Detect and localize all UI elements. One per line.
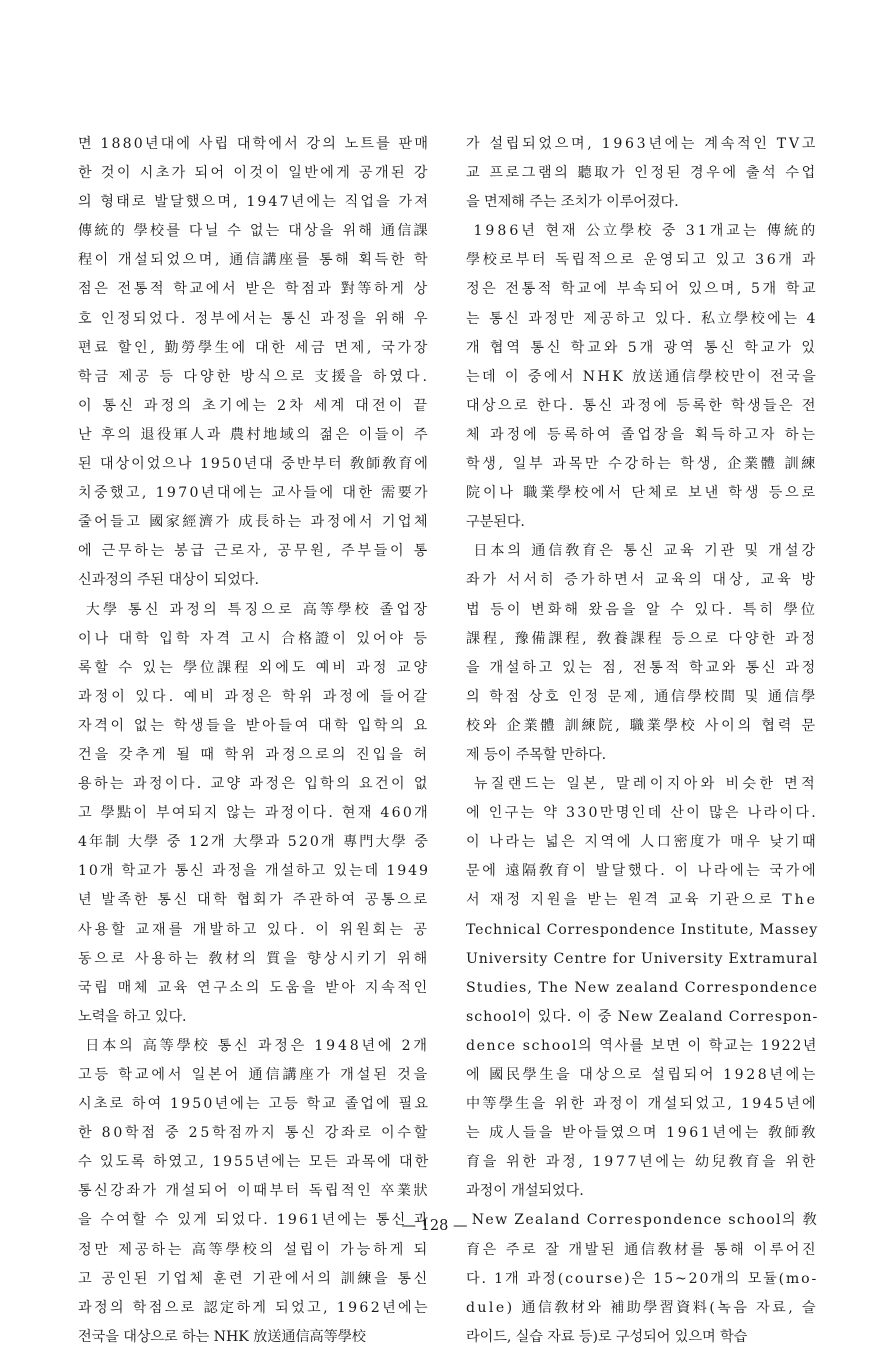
text-line: 育은 주로 잘 개발된 通信敎材를 통해 이루어진: [466, 1241, 818, 1258]
text-line: 는 통신 과정만 제공하고 있다. 私立學校에는 4: [466, 310, 818, 327]
text-line: 程이 개설되었으며, 通信講座를 통해 획득한 학: [78, 252, 430, 269]
text-line: 체 과정에 등록하여 졸업장을 획득하고자 하는: [466, 426, 818, 443]
text-line: 에 근무하는 봉급 근로자, 공무원, 주부들이 통: [78, 543, 430, 560]
text-line: 課程, 豫備課程, 敎養課程 등으로 다양한 과정: [466, 630, 818, 647]
text-line: 學校로부터 독립적으로 운영되고 있고 36개 과: [466, 252, 818, 269]
text-line: 편료 할인, 勤勞學生에 대한 세금 면제, 국가장: [78, 339, 430, 356]
text-line: 대상으로 한다. 통신 과정에 등록한 학생들은 전: [466, 397, 818, 414]
text-line: New Zealand Correspondence school의 敎: [466, 1212, 818, 1229]
text-line: 면 1880년대에 사립 대학에서 강의 노트를 판매: [78, 136, 430, 152]
text-line: 과정의 학점으로 認定하게 되었고, 1962년에는: [78, 1299, 430, 1316]
text-line: 과정이 있다. 예비 과정은 학위 과정에 들어갈: [78, 688, 430, 705]
text-line: 는데 이 중에서 NHK 放送通信學校만이 전국을: [466, 368, 818, 385]
text-line: 中等學生을 위한 과정이 개설되었고, 1945년에: [466, 1096, 818, 1113]
text-line: 줄어들고 國家經濟가 成長하는 과정에서 기업체: [78, 514, 430, 531]
text-line: 을 수여할 수 있게 되었다. 1961년에는 통신 과: [78, 1212, 430, 1229]
text-line: 문에 遠隔敎育이 발달했다. 이 나라에는 국가에: [466, 863, 818, 880]
text-line: 학금 제공 등 다양한 방식으로 支援을 하였다.: [78, 368, 430, 385]
text-line: 가 설립되었으며, 1963년에는 계속적인 TV고: [466, 136, 818, 152]
text-line: school이 있다. 이 중 New Zealand Correspon-: [466, 1008, 818, 1025]
text-line: 용하는 과정이다. 교양 과정은 입학의 요건이 없: [78, 776, 430, 793]
text-line: 日本의 通信敎育은 통신 교육 기관 및 개설강: [466, 543, 818, 560]
text-line: 의 학점 상호 인정 문제, 通信學校間 및 通信學: [466, 688, 818, 705]
text-line: 고 學點이 부여되지 않는 과정이다. 현재 460개: [78, 805, 430, 822]
text-line: 신과정의 주된 대상이 되었다.: [78, 572, 259, 589]
right-column: [466, 130, 818, 1352]
text-line: 노력을 하고 있다.: [78, 1008, 187, 1025]
text-line: 1986년 현재 公立學校 중 31개교는 傳統的: [466, 223, 818, 240]
text-line: 구분된다.: [466, 514, 525, 531]
text-line: 사용할 교재를 개발하고 있다. 이 위원회는 공: [78, 921, 430, 938]
text-line: 정은 전통적 학교에 부속되어 있으며, 5개 학교: [466, 281, 818, 298]
text-line: University Centre for University Extramural: [466, 950, 818, 967]
text-line: 된 대상이었으나 1950년대 중반부터 敎師敎育에: [78, 456, 430, 473]
text-line: 이 나라는 넓은 지역에 人口密度가 매우 낮기때: [466, 834, 818, 851]
text-line: dence school의 역사를 보면 이 학교는 1922년: [466, 1037, 818, 1054]
text-line: 시초로 하여 1950년에는 고등 학교 졸업에 필요: [78, 1096, 430, 1113]
text-line: 좌가 서서히 증가하면서 교육의 대상, 교육 방: [466, 572, 818, 589]
text-line: 校와 企業體 訓練院, 職業學校 사이의 협력 문: [466, 717, 818, 734]
text-line: 과정이 개설되었다.: [466, 1183, 584, 1200]
text-line: 수 있도록 하였고, 1955년에는 모든 과목에 대한: [78, 1154, 430, 1171]
text-line: 전국을 대상으로 하는 NHK 放送通信高等學校: [78, 1328, 366, 1345]
text-line: 院이나 職業學校에서 단체로 보낸 학생 등으로: [466, 485, 818, 502]
text-line: 제 등이 주목할 만하다.: [466, 746, 607, 763]
text-line: 이 통신 과정의 초기에는 2차 세계 대전이 끝: [78, 397, 430, 414]
text-line: 치중했고, 1970년대에는 교사들에 대한 需要가: [78, 485, 430, 502]
text-line: 동으로 사용하는 敎材의 質을 향상시키기 위해: [78, 950, 430, 967]
text-line: 호 인정되었다. 정부에서는 통신 과정을 위해 우: [78, 310, 430, 327]
text-line: 국립 매체 교육 연구소의 도움을 받아 지속적인: [78, 979, 430, 996]
text-line: 의 형태로 발달했으며, 1947년에는 직업을 가져: [78, 194, 430, 211]
text-line: 록할 수 있는 學位課程 외에도 예비 과정 교양: [78, 659, 430, 676]
text-line: 건을 갖추게 될 때 학위 과정으로의 진입을 허: [78, 746, 430, 763]
text-line: 교 프로그램의 聽取가 인정된 경우에 출석 수업: [466, 165, 818, 182]
text-line: 고 공인된 기업체 훈련 기관에서의 訓練을 통신: [78, 1270, 430, 1287]
text-line: dule) 通信敎材와 補助學習資料(녹음 자료, 슬: [466, 1299, 818, 1316]
text-line: 학생, 일부 과목만 수강하는 학생, 企業體 訓練: [466, 456, 818, 473]
text-line: 大學 통신 과정의 특징으로 高等學校 졸업장: [78, 601, 430, 618]
text-line: 고등 학교에서 일본어 通信講座가 개설된 것을: [78, 1067, 430, 1083]
text-line: 뉴질랜드는 일본, 말레이지아와 비슷한 면적: [466, 776, 818, 793]
text-line: 에 國民學生을 대상으로 설립되어 1928년에는: [466, 1067, 818, 1083]
text-line: Studies, The New zealand Correspondence: [466, 979, 818, 996]
text-line: 다. 1개 과정(course)은 15~20개의 모듈(mo-: [466, 1270, 818, 1287]
text-line: 을 면제해 주는 조치가 이루어졌다.: [466, 194, 679, 211]
text-line: 10개 학교가 통신 과정을 개설하고 있는데 1949: [78, 863, 430, 880]
text-line: 서 재정 지원을 받는 원격 교육 기관으로 The: [466, 892, 818, 909]
text-line: 4年制 大學 중 12개 大學과 520개 專門大學 중: [78, 834, 430, 851]
text-line: 이나 대학 입학 자격 고시 合格證이 있어야 등: [78, 630, 430, 647]
text-line: 자격이 없는 학생들을 받아들여 대학 입학의 요: [78, 717, 430, 734]
text-line: 한 80학점 중 25학점까지 통신 강좌로 이수할: [78, 1125, 430, 1142]
text-line: 법 등이 변화해 왔음을 알 수 있다. 특히 學位: [466, 601, 818, 618]
text-line: 에 인구는 약 330만명인데 산이 많은 나라이다.: [466, 805, 818, 822]
text-line: 는 成人들을 받아들였으며 1961년에는 敎師敎: [466, 1125, 818, 1142]
text-line: 점은 전통적 학교에서 받은 학점과 對等하게 상: [78, 281, 430, 298]
text-line: 傳統的 學校를 다닐 수 없는 대상을 위해 通信課: [78, 223, 430, 240]
page-number: — 128 —: [401, 1218, 468, 1234]
text-line: 日本의 高等學校 통신 과정은 1948년에 2개: [78, 1037, 430, 1054]
text-line: 라이드, 실습 자료 등)로 구성되어 있으며 학습: [466, 1328, 748, 1345]
text-line: 개 협역 통신 학교와 5개 광역 통신 학교가 있: [466, 339, 818, 356]
text-line: 한 것이 시초가 되어 이것이 일반에게 공개된 강: [78, 165, 430, 182]
text-line: Technical Correspondence Institute, Massey: [466, 921, 818, 938]
text-line: 난 후의 退役軍人과 農村地域의 젊은 이들이 주: [78, 426, 430, 443]
text-line: 을 개설하고 있는 점, 전통적 학교와 통신 과정: [466, 659, 818, 676]
text-line: 정만 제공하는 高等學校의 설립이 가능하게 되: [78, 1241, 430, 1258]
text-line: 育을 위한 과정, 1977년에는 幼兒敎育을 위한: [466, 1154, 818, 1171]
left-column: [78, 130, 430, 1352]
text-line: 년 발족한 통신 대학 협회가 주관하여 공통으로: [78, 892, 430, 909]
text-line: 통신강좌가 개설되어 이때부터 독립적인 卒業狀: [78, 1183, 430, 1200]
